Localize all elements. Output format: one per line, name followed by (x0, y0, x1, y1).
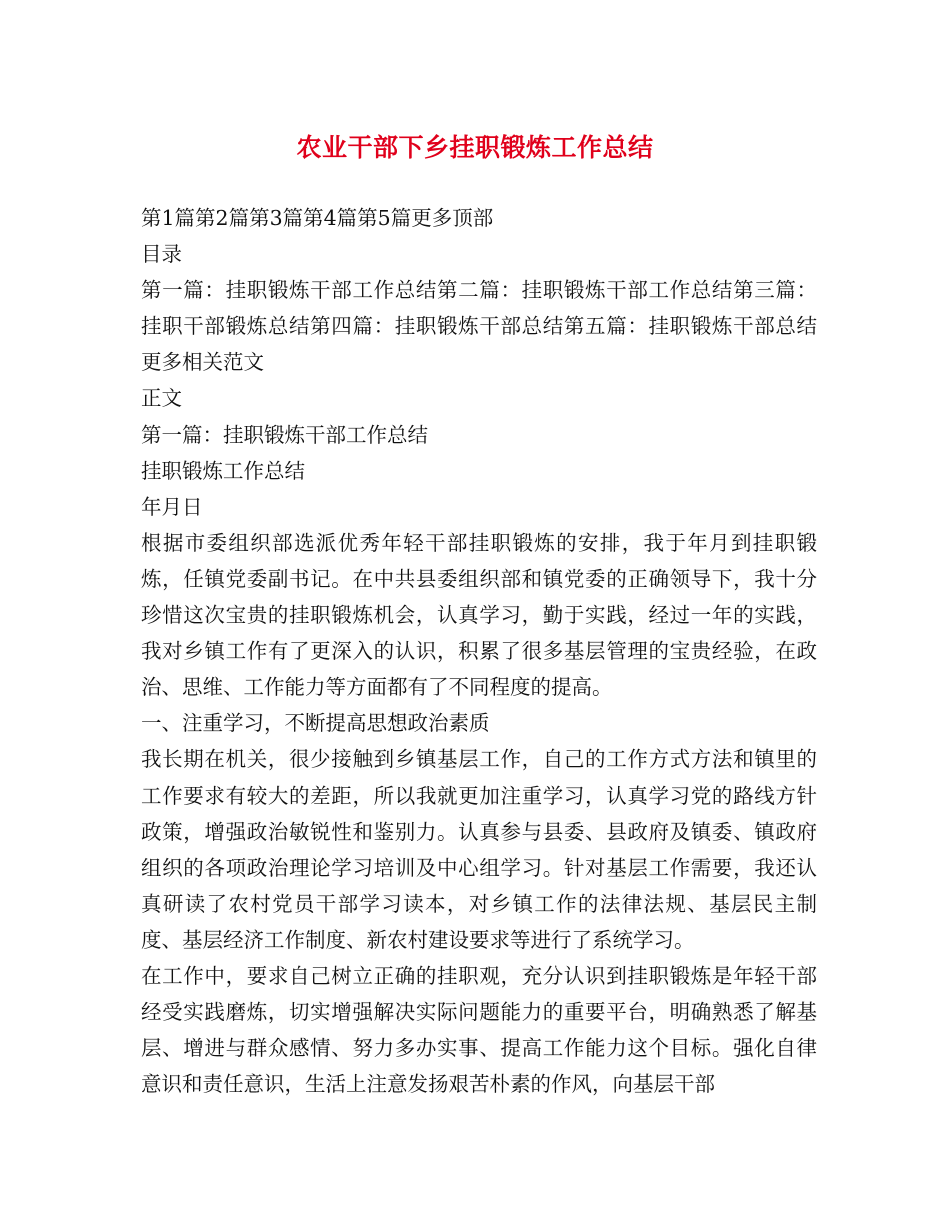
article-heading: 第一篇：挂职锻炼干部工作总结 (141, 422, 428, 447)
body-paragraph: 根据市委组织部选派优秀年轻干部挂职锻炼的安排，我于年月到挂职锻炼，任镇党委副书记。在中共县委组织部和镇党委的正确领导下，我十分珍惜这次宝贵的挂职锻炼机会，认真学习，勤于实践，经过一年的实践，我对乡镇工作有了更深入的认识，积累了很多基层管理的宝贵经验，在政治、思维、工作能力等方面都有了不同程度的提高。 (141, 530, 817, 700)
toc-entries: 第一篇：挂职锻炼干部工作总结第二篇：挂职锻炼干部工作总结第三篇：挂职干部锻炼总结第四篇：挂职锻炼干部总结第五篇：挂职锻炼干部总结更多相关范文 (141, 278, 817, 375)
page-nav-links: 第1篇第2篇第3篇第4篇第5篇更多顶部 (141, 206, 494, 230)
body-paragraph: 我长期在机关，很少接触到乡镇基层工作，自己的工作方式方法和镇里的工作要求有较大的差距，所以我就更加注重学习，认真学习党的路线方针政策，增强政治敏锐性和鉴别力。认真参与县委、县政府及镇委、镇政府组织的各项政治理论学习培训及中心组学习。针对基层工作需要，我还认真研读了农村党员干部学习读本，对乡镇工作的法律法规、基层民主制度、基层经济工作制度、新农村建设要求等进行了系统学习。 (141, 747, 817, 952)
article-subtitle: 挂职锻炼工作总结 (141, 458, 305, 483)
toc-heading: 目录 (141, 242, 182, 267)
document-title: 农业干部下乡挂职锻炼工作总结 (296, 133, 654, 162)
body-paragraph: 在工作中，要求自己树立正确的挂职观，充分认识到挂职锻炼是年轻干部经受实践磨炼，切实增强解决实际问题能力的重要平台，明确熟悉了解基层、增进与群众感情、努力多办实事、提高工作能力这个目标。强化自律意识和责任意识，生活上注意发扬艰苦朴素的作风，向基层干部 (141, 963, 817, 1097)
document-body (141, 200, 817, 1102)
section-heading: 一、注重学习，不断提高思想政治素质 (141, 711, 490, 736)
article-date: 年月日 (141, 494, 203, 519)
main-text-heading: 正文 (141, 386, 182, 411)
